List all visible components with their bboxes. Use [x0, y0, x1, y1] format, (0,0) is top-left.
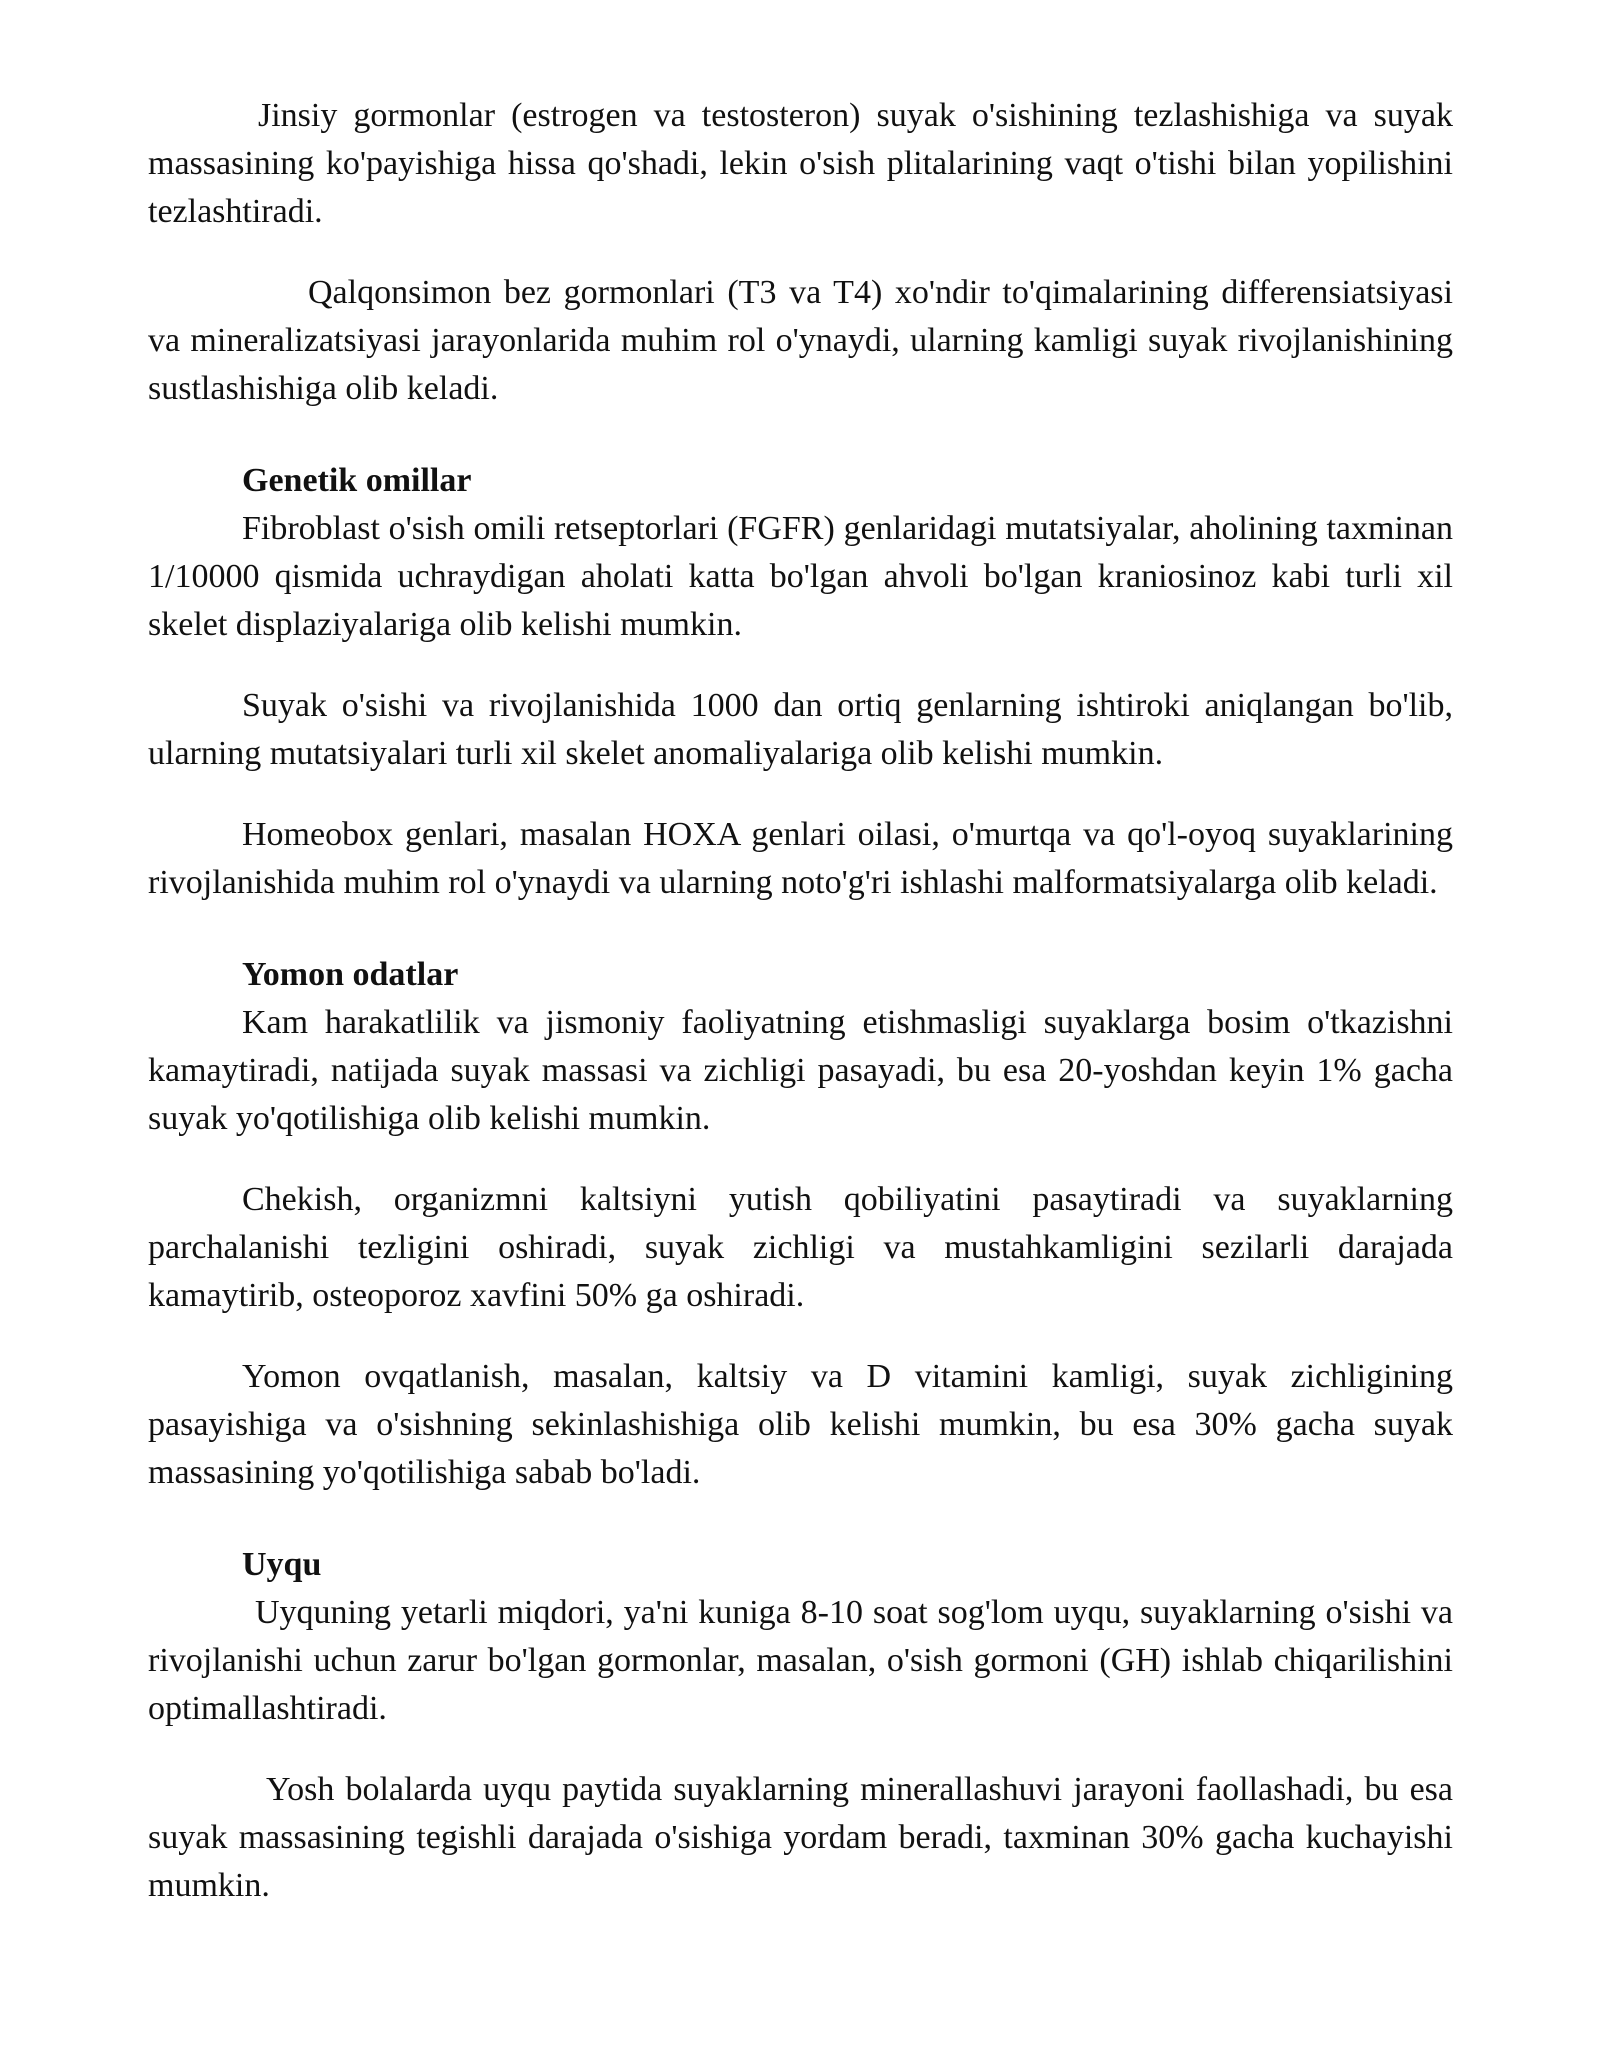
paragraph-poor-nutrition: Yomon ovqatlanish, masalan, kaltsiy va D vitamini kamligi, suyak zichligining pasayishiga va o'sishning sekinlashishiga olib kelishi mumkin, bu esa 30% gacha suyak massasining yo'qotilishiga sabab bo'ladi.: [148, 1358, 1453, 1491]
paragraph-genes-count: Suyak o'sishi va rivojlanishida 1000 dan ortiq genlarning ishtiroki aniqlangan bo'lib, ularning mutatsiyalari turli xil skelet anomaliyalariga olib kelishi mumkin.: [148, 687, 1453, 772]
paragraph-thyroid-hormones: Qalqonsimon bez gormonlari (T3 va T4) xo'ndir to'qimalarining differensiatsiyasi va mineralizatsiyasi jarayonlarida muhim rol o'ynaydi, ularning kamligi suyak rivojlanishining sustlashishiga olib keladi.: [148, 274, 1453, 407]
document-body: [148, 92, 1453, 1943]
paragraph-homeobox-genes: Homeobox genlari, masalan HOXA genlari oilasi, o'murtqa va qo'l-oyoq suyaklarining rivojlanishida muhim rol o'ynaydi va ularning noto'g'ri ishlashi malformatsiyalarga olib keladi.: [148, 816, 1453, 901]
paragraph-fgfr-mutations: Fibroblast o'sish omili retseptorlari (FGFR) genlaridagi mutatsiyalar, aholining taxminan 1/10000 qismida uchraydigan aholati katta bo'lgan ahvoli bo'lgan kraniosinoz kabi turli xil skelet displaziyalariga olib kelishi mumkin.: [148, 510, 1453, 643]
section-heading-genetic-factors: Genetik omillar: [242, 462, 472, 499]
paragraph-sleep-children: Yosh bolalarda uyqu paytida suyaklarning minerallashuvi jarayoni faollashadi, bu esa suyak massasining tegishli darajada o'sishiga yordam beradi, taxminan 30% gacha kuchayishi mumkin.: [148, 1771, 1453, 1904]
paragraph-sex-hormones: Jinsiy gormonlar (estrogen va testosteron) suyak o'sishining tezlashishiga va suyak massasining ko'payishiga hissa qo'shadi, lekin o'sish plitalarining vaqt o'tishi bilan yopilishini tezlashtiradi.: [148, 97, 1453, 230]
paragraph-smoking: Chekish, organizmni kaltsiyni yutish qobiliyatini pasaytiradi va suyaklarning parchalanishi tezligini oshiradi, suyak zichligi va mustahkamligini sezilarli darajada kamaytirib, osteoporoz xavfini 50% ga oshiradi.: [148, 1181, 1453, 1314]
section-heading-sleep: Uyqu: [242, 1546, 322, 1583]
section-heading-bad-habits: Yomon odatlar: [242, 956, 459, 993]
paragraph-sleep-amount: Uyquning yetarli miqdori, ya'ni kuniga 8-10 soat sog'lom uyqu, suyaklarning o'sishi va rivojlanishi uchun zarur bo'lgan gormonlar, masalan, o'sish gormoni (GH) ishlab chiqarilishini optimallashtiradi.: [148, 1594, 1453, 1727]
paragraph-low-activity: Kam harakatlilik va jismoniy faoliyatning etishmasligi suyaklarga bosim o'tkazishni kamaytiradi, natijada suyak massasi va zichligi pasayadi, bu esa 20-yoshdan keyin 1% gacha suyak yo'qotilishiga olib kelishi mumkin.: [148, 1004, 1453, 1137]
